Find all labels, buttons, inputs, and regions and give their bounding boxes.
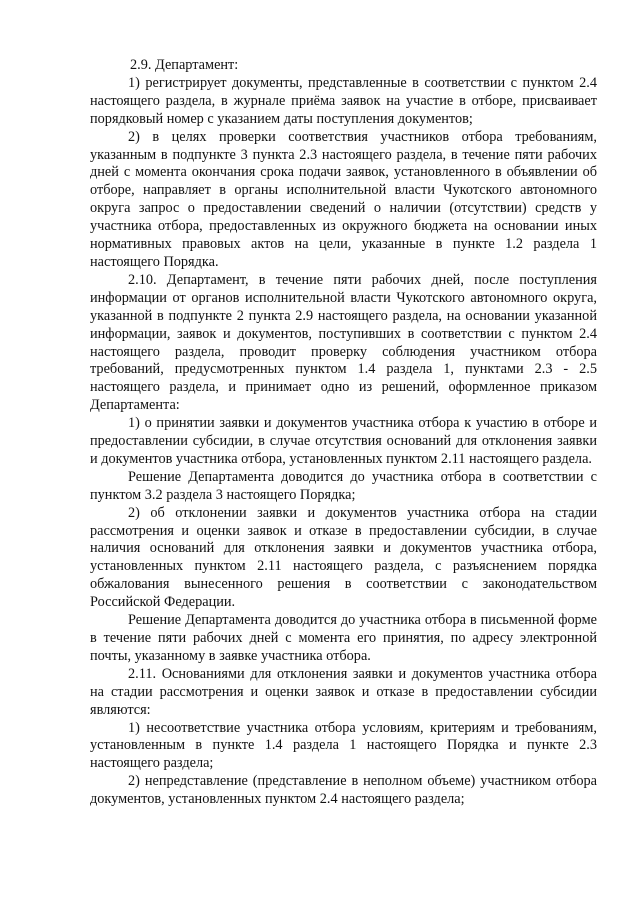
paragraph-2-11-item-2: 2) непредставление (представление в неполном объеме) участником отбора документов, установленных пунктом 2.4 настоящего раздела; [90, 773, 597, 808]
paragraph-2-10-item-1: 1) о принятии заявки и документов участника отбора к участию в отборе и предоставлении субсидии, в случае отсутствия оснований для отклонения заявки и документов участника отбора, установленных пунктом 2.11 настоящего раздела. [90, 415, 597, 467]
paragraph-2-9-item-2: 2) в целях проверки соответствия участников отбора требованиям, указанным в подпункте 3 пункта 2.3 настоящего раздела, в течение пяти рабочих дней с момента окончания срока подачи заявок, установленного в объявлении об отборе, направляет в органы исполнительной власти Чукотского автономного округа запрос о предоставлении сведений о наличии (отсутствии) средств у участника отбора, предоставленных из окружного бюджета на основании иных нормативных правовых актов на цели, указанные в пункте 1.2 раздела 1 настоящего Порядка. [90, 128, 597, 270]
paragraph-decision-notice-2: Решение Департамента доводится до участника отбора в письменной форме в течение пяти рабочих дней с момента его принятия, по адресу электронной почты, указанному в заявке участника отбора. [90, 612, 597, 664]
paragraph-2-11: 2.11. Основаниями для отклонения заявки и документов участника отбора на стадии рассмотрения и оценки заявок и отказе в предоставлении субсидии являются: [90, 665, 597, 718]
paragraph-2-10-item-2: 2) об отклонении заявки и документов участника отбора на стадии рассмотрения и оценки заявок и отказе в предоставлении субсидии, в случае наличия оснований для отклонения заявки и документов участника отбора, установленных пунктом 2.11 настоящего раздела, с разъяснением порядка обжалования вынесенного решения в соответствии с законодательством Российской Федерации. [90, 504, 597, 611]
paragraph-2-9-item-1: 1) регистрирует документы, представленные в соответствии с пунктом 2.4 настоящего раздела, в журнале приёма заявок на участие в отборе, присваивает порядковый номер с указанием даты поступления документов; [90, 74, 597, 127]
document-page [90, 57, 597, 809]
paragraph-2-10: 2.10. Департамент, в течение пяти рабочих дней, после поступления информации от органов исполнительной власти Чукотского автономного округа, указанной в подпункте 2 пункта 2.9 настоящего раздела, на основании указанной информации, заявок и документов, поступивших в соответствии с пунктом 2.4 настоящего раздела, проводит проверку соблюдения участником отбора требований, предусмотренных пунктом 1.4 раздела 1, пунктами 2.3 - 2.5 настоящего раздела, и принимает одно из решений, оформленное приказом Департамента: [90, 271, 597, 414]
section-heading-2-9: 2.9. Департамент: [130, 57, 239, 73]
paragraph-decision-notice-1: Решение Департамента доводится до участника отбора в соответствии с пунктом 3.2 раздела 3 настоящего Порядка; [90, 468, 597, 503]
paragraph-2-11-item-1: 1) несоответствие участника отбора условиям, критериям и требованиям, установленным в пункте 1.4 раздела 1 настоящего Порядка и пункте 2.3 настоящего раздела; [90, 719, 597, 772]
